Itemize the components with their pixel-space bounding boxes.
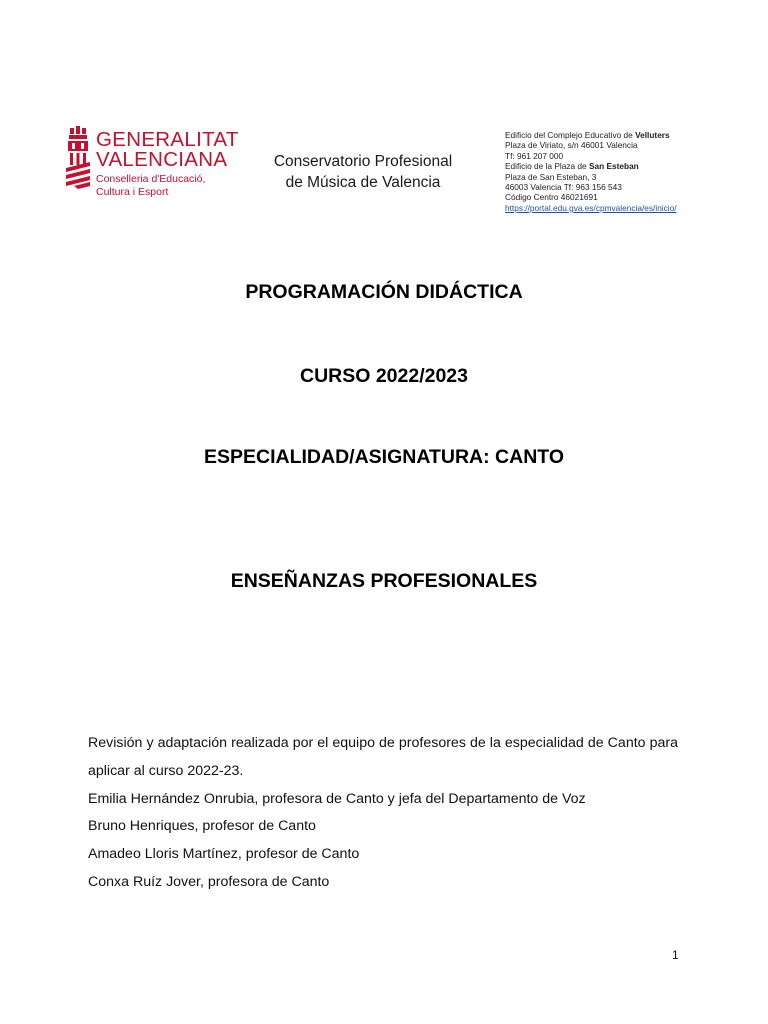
address-line-6: 46003 Valencia Tf: 963 156 543 [505,182,622,193]
logo-line-2: VALENCIANA [96,148,228,171]
address-line-4-prefix: Edificio de la Plaza de [505,161,589,172]
address-line-1-prefix: Edificio del Complejo Educativo de [505,130,636,140]
website-link[interactable]: https://portal.edu.gva.es/cpmvalencia/es/inicio/ [505,202,677,213]
address-line-2: Plaza de Viriato, s/n 46001 Valencia [505,140,638,151]
coat-of-arms-icon [64,126,92,190]
logo-wordmark [96,130,239,198]
address-line-1 [505,130,677,140]
revision-paragraph: Revisión y adaptación realizada por el equipo de profesores de la especialidad de Canto para aplicar al curso 2022-23. [88,735,678,779]
title-programacion: PROGRAMACIÓN DIDÁCTICA [245,281,523,303]
address-line-4 [505,161,677,171]
title-curso: CURSO 2022/2023 [299,365,469,387]
address-line-3: Tf: 961 207 000 [505,150,564,161]
address-block [505,130,677,213]
title-especialidad: ESPECIALIDAD/ASIGNATURA: CANTO [203,446,565,468]
institution-name [240,151,486,193]
title-ensenanzas: ENSEÑANZAS PROFESIONALES [230,570,538,592]
address-line-7: Código Centro 46021691 [505,192,598,203]
revision-section [88,730,678,897]
address-line-1-bold: Velluters [635,130,670,140]
logo-subtitle-line-2: Cultura i Esport [96,185,169,198]
generalitat-logo [64,126,239,206]
staff-line: Amadeo Lloris Martínez, profesor de Canto [88,846,360,863]
staff-line: Conxa Ruíz Jover, profesora de Canto [88,873,330,890]
institution-name-line-2: de Música de Valencia [285,174,441,191]
staff-line: Emilia Hernández Onrubia, profesora de Canto y jefa del Departamento de Voz [88,790,586,807]
logo-subtitle-line-1: Conselleria d'Educació, [96,173,206,185]
page-number: 1 [672,948,679,962]
logo-subtitle [96,173,239,198]
logo-line-1: GENERALITAT [96,128,239,151]
staff-line: Bruno Henriques, profesor de Canto [88,818,316,835]
address-line-4-bold: San Esteban [588,161,639,172]
address-line-5: Plaza de San Esteban, 3 [505,171,597,182]
institution-name-line-1: Conservatorio Profesional [273,153,453,170]
